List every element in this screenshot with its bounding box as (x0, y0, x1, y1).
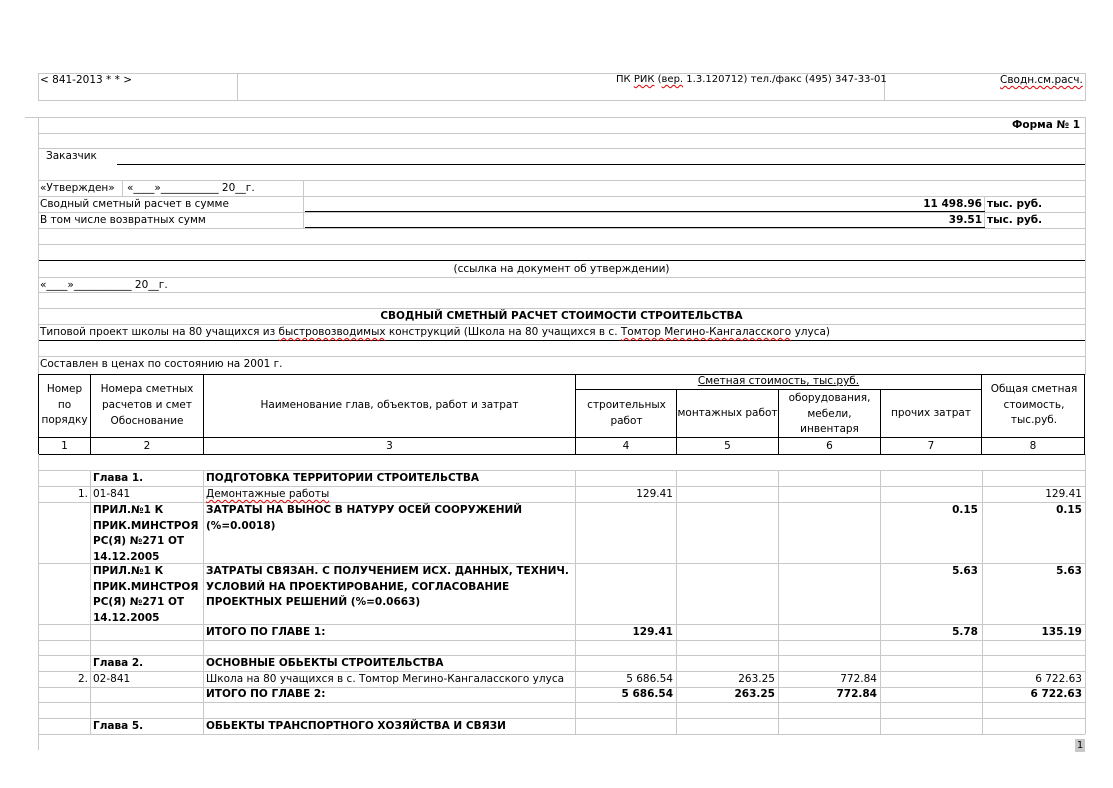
chapter2-total-equipment: 772.84 (836, 688, 877, 700)
row3-name: ЗАТРАТЫ СВЯЗАН. С ПОЛУЧЕНИЕМ ИСХ. ДАННЫХ, ТЕХНИЧ. УСЛОВИЙ НА ПРОЕКТИРОВАНИЕ, СОГЛАСОВАНИЕ ПРОЕКТНЫХ РЕШЕНИЙ (%=0.0663) (206, 565, 569, 608)
th-cost-group (576, 374, 981, 390)
grid-line (1085, 454, 1086, 734)
row4-equipment: 772.84 (840, 673, 877, 685)
grid-line (38, 437, 1085, 438)
grid-line (38, 486, 1085, 487)
chapter2-total-installation: 263.25 (734, 688, 775, 700)
row1-total: 129.41 (1045, 488, 1082, 500)
grid-line (38, 277, 1086, 278)
th-installation: монтажных работ (677, 407, 778, 419)
chapter1-label: Глава 1. (93, 472, 144, 484)
chapter2-total-label: ИТОГО ПО ГЛАВЕ 2: (206, 688, 326, 700)
col-number-8: 8 (1029, 440, 1037, 452)
grid-line (25, 117, 1086, 118)
returnable-sum-value: 39.51 (948, 214, 982, 226)
grid-line (38, 356, 1086, 357)
th-name: Наименование глав, объектов, работ и затрат (260, 399, 519, 411)
form-label: Форма № 1 (1012, 119, 1081, 131)
grid-line (305, 211, 985, 212)
project-part1: Типовой проект школы на 80 учащихся из (40, 326, 279, 338)
grid-line (38, 228, 1086, 229)
returnable-sum-label: В том числе возвратных сумм (40, 214, 206, 226)
returnable-sum-unit: тыс. руб. (987, 214, 1043, 226)
chapter1-title: ПОДГОТОВКА ТЕРРИТОРИИ СТРОИТЕЛЬСТВА (206, 472, 479, 484)
header-top-line (38, 73, 1086, 74)
document-title: СВОДНЫЙ СМЕТНЫЙ РАСЧЕТ СТОИМОСТИ СТРОИТЕЛЬСТВА (380, 310, 743, 322)
grid-line (38, 640, 1085, 641)
col-number-1: 1 (61, 440, 68, 452)
th-cost-group-text: Сметная стоимость, тыс.руб. (697, 375, 860, 387)
chapter1-total-construction: 129.41 (632, 626, 673, 638)
chapter1-total-label: ИТОГО ПО ГЛАВЕ 1: (206, 626, 326, 638)
grid-line (38, 148, 1086, 149)
row4-code: 02-841 (93, 673, 131, 685)
row1-code: 01-841 (93, 488, 131, 500)
grid-line (38, 470, 1085, 471)
grid-line (38, 702, 1085, 703)
grid-line (38, 244, 1086, 245)
col-number-7: 7 (927, 440, 935, 452)
grid-line (38, 687, 1085, 688)
col-number-6: 6 (826, 440, 833, 452)
chapter2-total-sum: 6 722.63 (1030, 688, 1082, 700)
prices-note: Составлен в ценах по состоянию на 2001 г. (40, 358, 283, 370)
row1-number: 1. (77, 488, 88, 500)
grid-line (303, 196, 304, 228)
chapter2-title: ОСНОВНЫЕ ОБЬЕКТЫ СТРОИТЕЛЬСТВА (206, 657, 444, 669)
grid-line (122, 180, 123, 196)
chapter5-label: Глава 5. (93, 720, 144, 732)
col-number-5: 5 (724, 440, 731, 452)
header-bottom-line (38, 100, 1086, 101)
col-number-2: 2 (143, 440, 151, 452)
grid-line (38, 212, 1086, 213)
th-equipment: оборудования, мебели, инвентаря (788, 392, 871, 435)
row4-installation: 263.25 (738, 673, 775, 685)
row4-total: 6 722.63 (1035, 673, 1082, 685)
approval-doc-link: (ссылка на документ об утверждении) (453, 263, 670, 275)
grid-line (38, 454, 1085, 455)
grid-line (778, 470, 779, 734)
project-description (40, 326, 830, 338)
total-sum-label: Сводный сметный расчет в сумме (40, 198, 229, 210)
grid-line (237, 73, 238, 101)
program-name: РИК (633, 74, 655, 85)
row3-other: 5.63 (952, 565, 978, 577)
project-part4: Томтор Мегино-Кангаласского (620, 326, 792, 338)
th-number: Номер по порядку (41, 383, 88, 426)
grid-line (38, 260, 1085, 261)
row2-total: 0.15 (1056, 504, 1082, 516)
th-total: Общая сметная стоимость, тыс.руб. (990, 383, 1078, 426)
grid-line (303, 180, 304, 196)
th-justification: Обоснование (110, 415, 184, 427)
project-part5: улуса) (791, 326, 831, 338)
col-number-3: 3 (386, 440, 393, 452)
approved-date: «____»___________ 20__г. (127, 182, 255, 194)
customer-underline (117, 164, 1085, 165)
col-number-4: 4 (622, 440, 630, 452)
row2-name: ЗАТРАТЫ НА ВЫНОС В НАТУРУ ОСЕЙ СООРУЖЕНИЙ (%=0.0018) (206, 504, 523, 532)
grid-line (1085, 117, 1086, 375)
row3-code: ПРИЛ.№1 К ПРИК.МИНСТРОЯ РС(Я) №271 ОТ 14.12.2005 (93, 565, 199, 624)
row1-name: Демонтажные работы (206, 488, 330, 500)
program-ver-rest: 1.3.120712) тел./факс (495) 347-33-01 (683, 74, 887, 85)
grid-line (38, 718, 1085, 719)
chapter1-total-sum: 135.19 (1041, 626, 1082, 638)
chapter1-total-other: 5.78 (952, 626, 978, 638)
grid-line (38, 308, 1086, 309)
grid-line (676, 470, 677, 734)
grid-line (984, 196, 985, 228)
grid-line (880, 470, 881, 734)
grid-line (38, 133, 1086, 134)
approved-label: «Утвержден» (40, 182, 115, 194)
header-form-code: Сводн.см.расч. (1000, 74, 1083, 86)
project-part2: быстровозводимых (278, 326, 386, 338)
row4-construction: 5 686.54 (626, 673, 673, 685)
header-program-info (616, 74, 887, 85)
row3-total: 5.63 (1056, 565, 1082, 577)
grid-line (1085, 73, 1086, 101)
grid-line (38, 117, 39, 375)
grid-line (38, 180, 1086, 181)
grid-line (1084, 374, 1085, 454)
row1-construction: 129.41 (636, 488, 673, 500)
grid-line (38, 324, 1086, 325)
row2-code: ПРИЛ.№1 К ПРИК.МИНСТРОЯ РС(Я) №271 ОТ 14.12.2005 (93, 504, 199, 563)
grid-line (38, 671, 1085, 672)
approval-date-blank: «____»___________ 20__г. (40, 279, 168, 291)
project-part3: конструкций (Школа на 80 учащихся в с. (385, 326, 621, 338)
grid-line (203, 470, 204, 734)
grid-line (38, 454, 39, 750)
row4-number: 2. (77, 673, 88, 685)
row4-name: Школа на 80 учащихся в с. Томтор Мегино-Кангаласского улуса (206, 673, 565, 685)
grid-line (90, 470, 91, 734)
header-doc-number: < 841-2013 * * > (40, 74, 132, 86)
chapter2-total-construction: 5 686.54 (621, 688, 673, 700)
grid-line (38, 292, 1086, 293)
program-prefix: ПК (616, 74, 634, 85)
chapter5-title: ОБЬЕКТЫ ТРАНСПОРТНОГО ХОЗЯЙСТВА И СВЯЗИ (206, 720, 506, 732)
grid-line (38, 340, 1085, 341)
page-number: 1 (1076, 740, 1084, 751)
th-construction: строительных работ (587, 399, 666, 427)
grid-line (38, 196, 1086, 197)
total-sum-value: 11 498.96 (923, 198, 982, 210)
program-ver-open: ( (654, 74, 662, 85)
program-ver-word: вер. (661, 74, 684, 85)
th-estimate-numbers: Номера сметных расчетов и смет (100, 383, 194, 411)
grid-line (305, 227, 985, 228)
grid-line (38, 734, 1085, 735)
total-sum-unit: тыс. руб. (987, 198, 1043, 210)
chapter2-label: Глава 2. (93, 657, 144, 669)
th-other: прочих затрат (891, 407, 971, 419)
grid-line (38, 655, 1085, 656)
customer-label: Заказчик (46, 150, 97, 162)
grid-line (575, 470, 576, 734)
grid-line (982, 470, 983, 734)
grid-line (38, 73, 39, 101)
row2-other: 0.15 (952, 504, 978, 516)
